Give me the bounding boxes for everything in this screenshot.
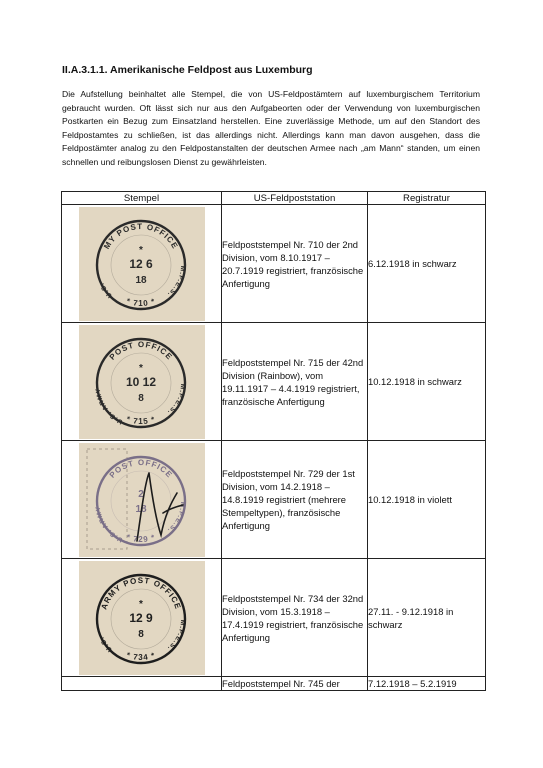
stamp-date: * 12 6 18 xyxy=(128,244,153,286)
registratur-cell: 6.12.1918 in schwarz xyxy=(368,205,486,323)
stamp-arc-text: ARMY POST OFFICE xyxy=(98,575,183,611)
station-cell: Feldpoststempel Nr. 745 der xyxy=(222,677,368,691)
stamp-arc-text: U.S. ARMY xyxy=(94,386,124,425)
table-row xyxy=(62,677,486,691)
stamp-arc-text: M.P.E.S. xyxy=(164,383,186,416)
stamp-date: 2 18 xyxy=(134,488,147,515)
stamp-arc-text: U.S. xyxy=(97,280,114,299)
stamp-arc-text: M.P.E.S. xyxy=(164,619,186,652)
stamp-arc-text: U.S. xyxy=(97,634,114,653)
registratur-cell: 27.11. - 9.12.1918 in schwarz xyxy=(368,559,486,677)
stamp-arc-text: M.P.E.S. xyxy=(164,265,186,298)
svg-text:* 729 * xyxy=(125,532,157,543)
postmark-table xyxy=(61,191,486,691)
header-registratur: Registratur xyxy=(368,192,486,205)
station-cell: Feldpoststempel Nr. 729 der 1st Division, vom 14.2.1918 – 14.8.1919 registriert (mehrere Stempeltypen), französische Anfertigung xyxy=(222,441,368,559)
stamp-arc-text: * 729 * xyxy=(124,532,157,544)
postmark-stamp-image xyxy=(79,325,205,439)
stamp-arc-text: POST OFFICE xyxy=(107,339,174,362)
table-row xyxy=(62,323,486,441)
section-heading: II.A.3.1.1. Amerikanische Feldpost aus Luxemburg xyxy=(62,64,313,76)
stamp-cell xyxy=(62,559,222,677)
stamp-cell xyxy=(62,323,222,441)
table-header-row xyxy=(62,192,486,205)
svg-text:* 710 * xyxy=(125,296,157,307)
stamp-arc-text: MY POST OFFICE xyxy=(101,221,180,251)
header-stempel: Stempel xyxy=(62,192,222,205)
station-cell: Feldpoststempel Nr. 715 der 42nd Division (Rainbow), vom 19.11.1917 – 4.4.1919 registriert, französische Anfertigung xyxy=(222,323,368,441)
stamp-arc-text: M.P.E.S. xyxy=(164,501,186,534)
postmark-stamp-image xyxy=(79,443,205,557)
svg-text:* 715 * xyxy=(125,414,157,425)
stamp-date: * 12 9 8 xyxy=(128,598,153,640)
station-cell: Feldpoststempel Nr. 710 der 2nd Division, vom 8.10.1917 – 20.7.1919 registriert, französische Anfertigung xyxy=(222,205,368,323)
table-row xyxy=(62,441,486,559)
stamp-cell xyxy=(62,441,222,559)
table-row xyxy=(62,559,486,677)
stamp-cell xyxy=(62,205,222,323)
header-station: US-Feldpoststation xyxy=(222,192,368,205)
postmark-stamp-image xyxy=(79,561,205,675)
postmark-stamp-image xyxy=(79,207,205,321)
station-cell: Feldpoststempel Nr. 734 der 32nd Division, vom 15.3.1918 – 17.4.1919 registriert, französische Anfertigung xyxy=(222,559,368,677)
stamp-arc-text: * 734 * xyxy=(124,650,157,662)
table-row xyxy=(62,205,486,323)
stamp-cell xyxy=(62,677,222,691)
registratur-cell: 10.12.1918 in violett xyxy=(368,441,486,559)
registratur-cell: 7.12.1918 – 5.2.1919 xyxy=(368,677,486,691)
stamp-arc-text: * 715 * xyxy=(124,414,157,426)
registratur-cell: 10.12.1918 in schwarz xyxy=(368,323,486,441)
stamp-date: * 10 12 8 xyxy=(125,362,156,404)
intro-paragraph: Die Aufstellung beinhaltet alle Stempel, die von US-Feldpostämtern auf luxemburgischem Territorium gebraucht wurden. Oft lässt sich nur aus den Aufgabeorten oder der Verwendung von luxemburgischen Postkarten ein Bezug zum Einsatzland herstellen. Eine zuverlässige Methode, um auf den Standort des Feldpostamtes zu schließen, ist das allerdings nicht. Allerdings kann man davon ausgehen, dass die Feldpostämter analog zu den Feldpostanstalten der deutschen Armee nach „am Mann“ standen, um einen schnellen und reibungslosen Dienst zu gewährleisten. xyxy=(62,89,480,167)
stamp-arc-text: U.S. ARMY xyxy=(94,504,124,543)
stamp-arc-text: * 710 * xyxy=(124,296,157,308)
stamp-arc-text: POST OFFICE xyxy=(107,457,174,480)
svg-text:* 734 * xyxy=(125,650,157,661)
